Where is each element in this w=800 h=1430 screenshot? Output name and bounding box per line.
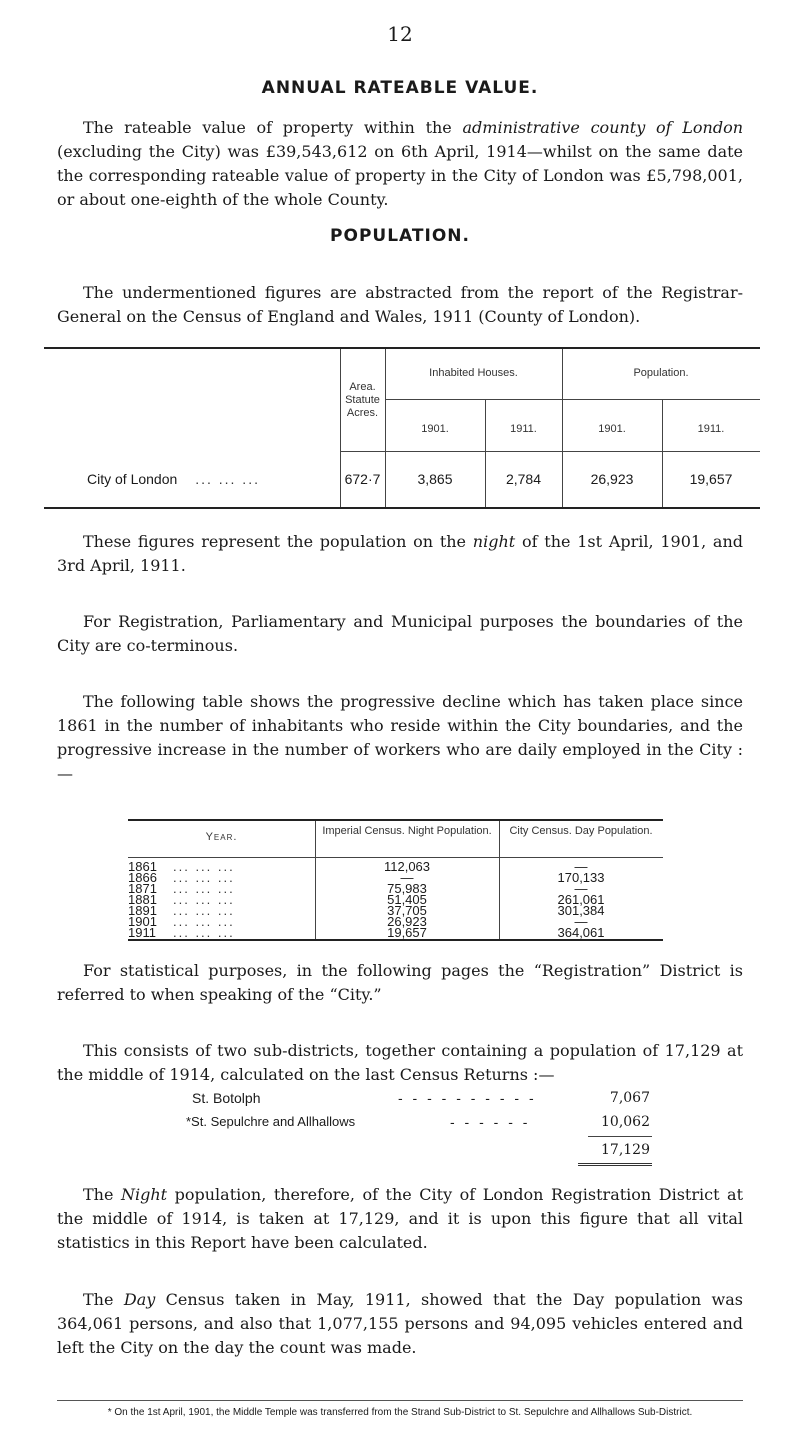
leader-dots: ... ... ... [173, 925, 235, 940]
cell-night-population: 75,983 [387, 881, 427, 896]
cell-day-population: 261,061 [557, 892, 605, 907]
table-row [128, 925, 663, 943]
paragraph-text: of the 1st April, 1901, and 3rd April, 1911. [57, 532, 743, 575]
header-city-census: City Census. Day Population. [509, 825, 653, 837]
cell-night-population: 37,705 [387, 903, 427, 918]
cell-day-population: 170,133 [557, 870, 605, 885]
paragraph-text: The [83, 1290, 124, 1309]
paragraph-night-population [57, 1183, 743, 1255]
paragraph-statistical-purposes: For statistical purposes, in the following pages the “Registration” District is referred to when speaking of the “City.” [57, 961, 743, 1004]
paragraph-italic: night [472, 532, 516, 551]
table-header-rule [128, 857, 663, 858]
row-label-city-of-london [87, 471, 260, 487]
value-houses-1901: 3,865 [417, 471, 453, 487]
header-pop-1911: 1911. [697, 423, 725, 435]
page-number: 12 [387, 22, 413, 46]
table-top-rule [128, 819, 663, 821]
leader-dots: ... ... ... [173, 870, 235, 885]
leader-dashes: - - - - - - [450, 1114, 531, 1130]
leader-dots: ... ... ... [173, 892, 235, 907]
value-pop-1911: 19,657 [689, 471, 733, 487]
paragraph-text: Census taken in May, 1911, showed that the Day population was 364,061 persons, and also that 1,077,155 persons and 94,095 vehicles entered and left the City on the day the count was made. [57, 1290, 743, 1357]
sub-district-value: 7,067 [609, 1090, 650, 1106]
table-divider [662, 399, 663, 507]
cell-night-population: 19,657 [387, 925, 427, 940]
table-subheader-rule [385, 399, 760, 400]
leader-dots: ... ... ... [173, 903, 235, 918]
cell-year: 1891 [128, 903, 157, 918]
header-houses-1901: 1901. [421, 423, 449, 435]
cell-day-population: 364,061 [557, 925, 605, 940]
header-area: Area. Statute Acres. [345, 381, 380, 419]
paragraph-rateable-value [57, 116, 743, 212]
paragraph-day-census [57, 1288, 743, 1360]
header-population: Population. [633, 367, 689, 379]
leader-dashes: - - - - - - - - - - [398, 1090, 537, 1106]
cell-day-population: — [574, 859, 588, 874]
cell-day-population: 301,384 [557, 903, 605, 918]
cell-year: 1881 [128, 892, 157, 907]
paragraph-boundaries: For Registration, Parliamentary and Municipal purposes the boundaries of the City are co-terminous. [57, 612, 743, 655]
paragraph-text: The rateable value of property within the [83, 118, 463, 137]
value-houses-1911: 2,784 [505, 471, 542, 487]
cell-year: 1901 [128, 914, 157, 929]
header-imperial-census: Imperial Census. Night Population. [322, 825, 492, 837]
cell-year: 1861 [128, 859, 157, 874]
cell-night-population: 51,405 [387, 892, 427, 907]
header-year: Year. [205, 831, 238, 843]
cell-night-population: 26,923 [387, 914, 427, 929]
cell-year: 1911 [128, 925, 156, 940]
heading-annual-rateable-value: ANNUAL RATEABLE VALUE. [261, 78, 539, 98]
value-area: 672·7 [344, 471, 381, 487]
heading-population: POPULATION. [330, 226, 470, 246]
sub-district-name: *St. Sepulchre and Allhallows [186, 1114, 356, 1129]
sub-districts-total: 17,129 [601, 1142, 650, 1158]
sub-district-name: St. Botolph [192, 1090, 261, 1106]
paragraph-italic: administrative county of London [462, 118, 744, 137]
table-top-rule [44, 347, 760, 349]
cell-night-population: — [400, 870, 414, 885]
table-divider [485, 399, 486, 507]
paragraph-sub-districts: This consists of two sub-districts, together containing a population of 17,129 at the middle of 1914, calculated on the last Census Returns :— [57, 1041, 743, 1084]
footnote-rule [57, 1400, 743, 1401]
paragraph-text: population, therefore, of the City of London Registration District at the middle of 1914, is taken at 17,129, and it is upon this figure that all vital statistics in this Report have been calculated. [57, 1185, 744, 1252]
cell-night-population: 112,063 [383, 859, 431, 874]
leader-dots: ... ... ... [173, 881, 235, 896]
value-pop-1901: 26,923 [590, 471, 634, 487]
leader-dots: ... ... ... [173, 859, 235, 874]
cell-day-population: — [574, 881, 588, 896]
paragraph-italic: Night [121, 1185, 168, 1204]
footnote: * On the 1st April, 1901, the Middle Temple was transferred from the Strand Sub-District to St. Sepulchre and Allhallows Sub-District. [107, 1407, 693, 1418]
header-pop-1901: 1901. [598, 423, 626, 435]
leader-dots: ... ... ... [173, 914, 235, 929]
paragraph-italic: Day [123, 1290, 156, 1309]
cell-day-population: — [574, 914, 588, 929]
table-header-rule [340, 451, 760, 452]
table-bottom-rule [44, 507, 760, 509]
cell-year: 1871 [128, 881, 157, 896]
sum-rule [588, 1136, 652, 1137]
paragraph-decline: The following table shows the progressive decline which has taken place since 1861 in the number of inhabitants who reside within the City boundaries, and the progressive increase in the number of workers who are daily employed in the City :— [57, 692, 743, 783]
paragraph-abstract: The undermentioned figures are abstracted from the report of the Registrar-General on the Census of England and Wales, 1911 (County of London). [57, 283, 743, 326]
cell-year: 1866 [128, 870, 157, 885]
total-double-rule [578, 1163, 652, 1166]
header-inhabited-houses: Inhabited Houses. [429, 367, 518, 379]
paragraph-text: (excluding the City) was £39,543,612 on 6th April, 1914—whilst on the same date the corresponding rateable value of property in the City of London was £5,798,001, or about one-eighth of the whole County. [57, 142, 743, 209]
paragraph-text: The [83, 1185, 121, 1204]
row-label-text: City of London [87, 471, 178, 487]
paragraph-night-figures [57, 530, 743, 578]
header-houses-1911: 1911. [510, 423, 537, 435]
sub-district-value: 10,062 [601, 1114, 650, 1130]
leader-dots: ... ... ... [195, 471, 260, 487]
paragraph-text: These figures represent the population on the [83, 532, 473, 551]
